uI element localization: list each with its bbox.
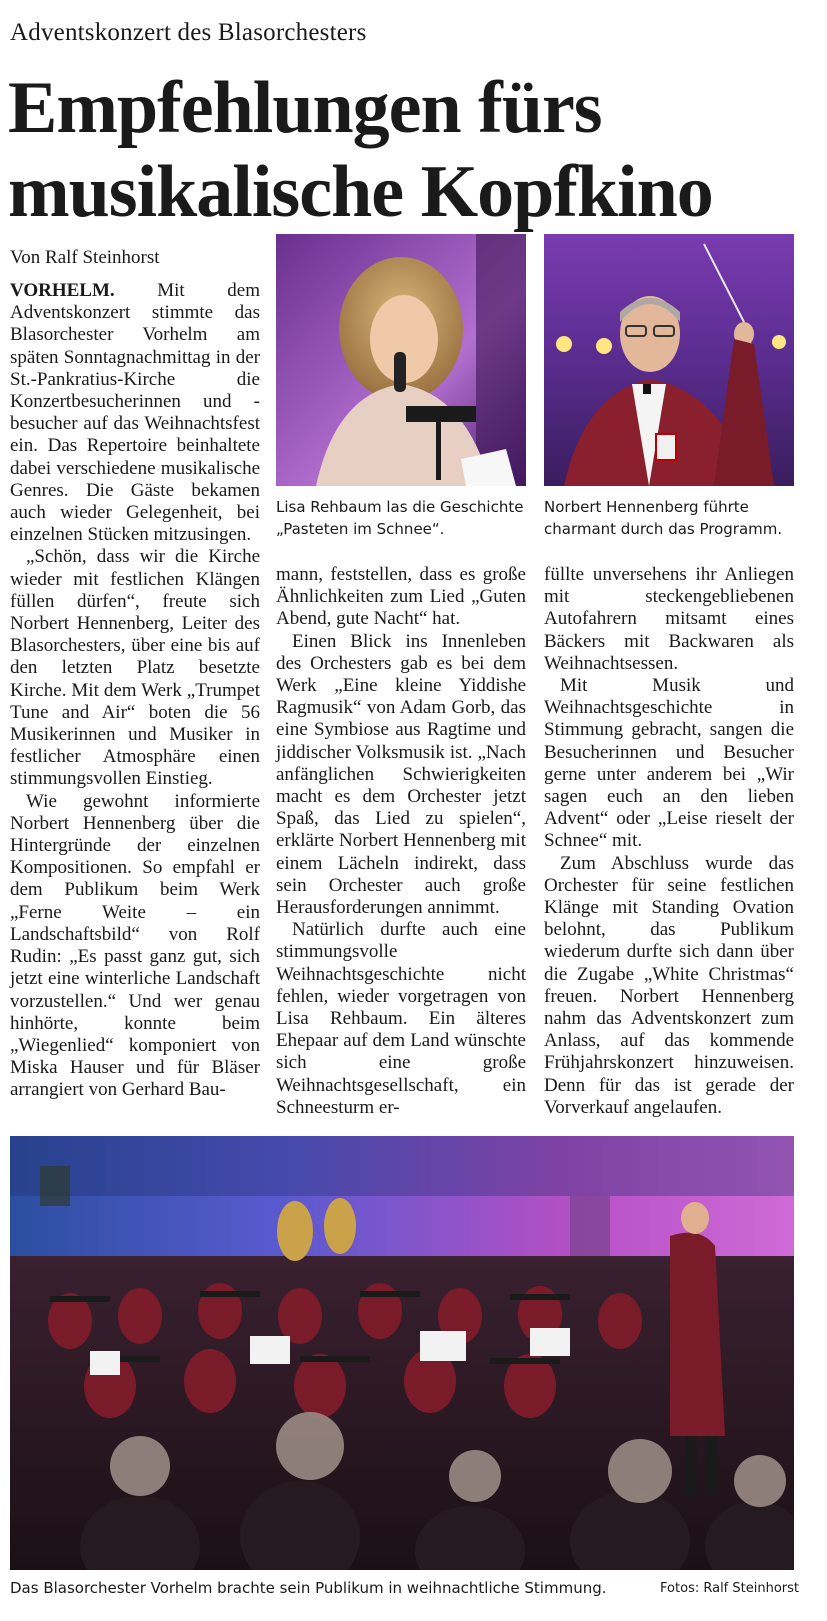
caption-conductor: Norbert Hennenberg führte charmant durch das Programm. — [544, 498, 783, 538]
article-column-3 — [544, 564, 794, 1119]
caption-singer: Lisa Rehbaum las die Geschichte „Pasteten im Schnee“. — [276, 498, 524, 538]
paragraph: Mit Musik und Weihnachtsgeschichte in Stimmung gebracht, sangen die Besucherinnen und Besucher gerne unter anderem bei „Wir sagen euch an den lieben Advent“ oder „Leise rieselt der Schnee“ mit. — [544, 675, 794, 852]
paragraph: „Schön, dass wir die Kirche wieder mit festlichen Klängen füllen dürfen“, freute sich Norbert Hennenberg, Leiter des Blasorchesters, über eine bis auf den letzten Platz besetzte Kirche. Mit dem Werk „Trumpet Tune and Air“ boten die 56 Musikerinnen und Musiker in festlicher Atmosphäre einen stimmungsvollen Einstieg. — [10, 546, 260, 790]
photo-singer — [276, 234, 526, 486]
article-column-1 — [10, 280, 260, 1102]
photo-orchestra — [10, 1136, 794, 1570]
paragraph: Zum Abschluss wurde das Orchester für seine festlichen Klänge mit Standing Ovation belohnt, das Publikum wiederum durfte sich dann über die Zugabe „White Christmas“ freuen. Norbert Hennenberg nahm das Adventskonzert zum Anlass, auf das kommende Frühjahrskonzert hinzuweisen. Denn für das ist gerade der Vorverkauf angelaufen. — [544, 852, 794, 1118]
photo-credit: Fotos: Ralf Steinhorst — [660, 1581, 799, 1596]
photo-conductor — [544, 234, 794, 486]
paragraph: füllte unversehens ihr Anliegen mit steckengebliebenen Autofahrern mitsamt eines Bäckers mit Backwaren als Weihnachtsessen. — [544, 564, 794, 674]
orchestra-image — [10, 1136, 794, 1570]
paragraph: Wie gewohnt informierte Norbert Hennenberg über die Hintergründe der einzelnen Kompositionen. So empfahl er dem Publikum beim Werk „Ferne Weite – ein Landschaftsbild“ von Rolf Rudin: „Es passt ganz gut, sich jetzt eine winterliche Landschaft vorzustellen.“ Und wer genau hinhörte, konnte beim „Wiegenlied“ komponiert von Miska Hauser und für Bläser arrangiert von Gerhard Bau- — [10, 790, 260, 1101]
dateline: VORHELM. — [10, 280, 115, 301]
paragraph: mann, feststellen, dass es große Ähnlichkeiten zum Lied „Guten Abend, gute Nacht“ hat. — [276, 564, 526, 630]
conductor-image — [544, 234, 794, 486]
caption-orchestra: Das Blasorchester Vorhelm brachte sein Publikum in weihnachtliche Stimmung. — [10, 1579, 607, 1597]
singer-image — [276, 234, 526, 486]
paragraph-text: Mit dem Adventskonzert stimmte das Blasorchester Vorhelm am späten Sonntagnachmittag in der St.-Pankratius-Kirche die Konzertbesucherinnen und -besucher auf das Weihnachtsfest ein. Das Repertoire beinhaltete dabei verschiedene musikalische Genres. Die Gäste bekamen auch wieder Gelegenheit, bei einzelnen Stücken mitzusingen. — [10, 280, 260, 546]
article-column-2 — [276, 564, 526, 1119]
paragraph: Einen Blick ins Innenleben des Orchesters gab es bei dem Werk „Eine kleine Yiddishe Ragmusik“ von Adam Gorb, das eine Symbiose aus Ragtime und jiddischer Volksmusik ist. „Nach anfänglichen Schwierigkeiten macht es dem Orchester jetzt Spaß, das Lied zu spielen“, erklärte Norbert Hennenberg mit einem Lächeln indirekt, dass sein Orchester auch große Herausforderungen annimmt. — [276, 630, 526, 919]
paragraph: Natürlich durfte auch eine stimmungsvolle Weihnachtsgeschichte nicht fehlen, wieder vorgetragen von Lisa Rehbaum. Ein älteres Ehepaar auf dem Land wünschte sich eine große Weihnachtsgesellschaft, ein Schneesturm er- — [276, 919, 526, 1118]
article-headline: Empfehlungen fürs musikalische Kopfkino — [8, 67, 713, 233]
article-kicker: Adventskonzert des Blasorchesters — [10, 19, 367, 46]
paragraph — [10, 280, 260, 546]
article-byline: Von Ralf Steinhorst — [10, 247, 160, 268]
